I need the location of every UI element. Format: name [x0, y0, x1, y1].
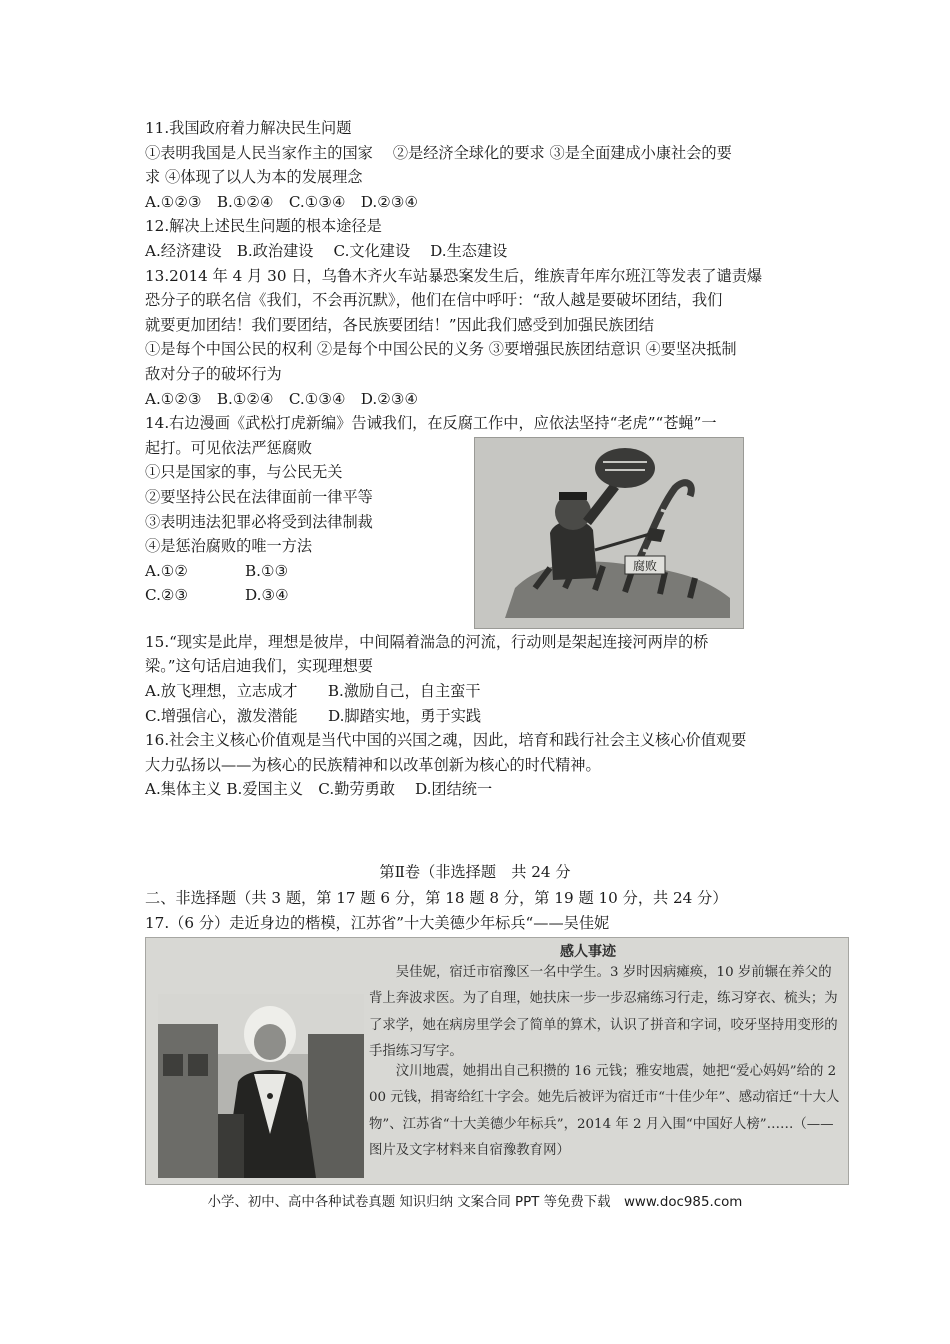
q13-line3: 就要更加团结！我们要团结，各民族要团结！”因此我们感受到加强民族团结 [145, 315, 654, 334]
footer-note: 小学、初中、高中各种试卷真题 知识归纳 文案合同 PPT 等免费下载 www.doc985.com [207, 1195, 743, 1210]
q11-options-line1: ①表明我国是人民当家作主的国家 ②是经济全球化的要求 ③是全面建成小康社会的要 [145, 143, 732, 162]
q13-options-line1: ①是每个中国公民的权利 ②是每个中国公民的义务 ③要增强民族团结意识 ④要坚决抵制 [145, 340, 737, 359]
q17-stem: 17.（6 分）走近身边的楷模，江苏省”十大美德少年标兵“——吴佳妮 [145, 914, 610, 932]
q13-line2: 恐分子的联名信《我们，不会再沉默》，他们在信中呼吁：“敌人越是要破坏团结，我们 [145, 291, 723, 310]
q14-option2: ②要坚持公民在法律面前一律平等 [145, 487, 373, 506]
q14-choice-c: C.②③ [145, 586, 189, 605]
q14-option3: ③表明违法犯罪必将受到法律制裁 [145, 512, 373, 531]
story-paragraph-1: 吴佳妮，宿迁市宿豫区一名中学生。3 岁时因病瘫痪，10 岁前辗在养父的背上奔波求医。为了自理，她扶床一步一步忍痛练习行走，练习穿衣、梳头；为了求学，她在病房里学会了简单的算术，认识了拼音和字词，咬牙坚持用变形的手指练习写字。 [369, 965, 838, 1059]
q15-line1: 15.“现实是此岸，理想是彼岸，中间隔着湍急的河流，行动则是架起连接河两岸的桥 [145, 632, 709, 651]
q14-choice-d: D.③④ [245, 586, 289, 605]
q16-choices: A.集体主义 B.爱国主义 C.勤劳勇敢 D.团结统一 [145, 780, 493, 799]
story-title: 感人事迹 [560, 944, 616, 960]
q14-option1: ①只是国家的事，与公民无关 [145, 463, 343, 482]
cartoon-label: 腐败 [632, 559, 658, 573]
q16-line1: 16.社会主义核心价值观是当代中国的兴国之魂，因此，培育和践行社会主义核心价值观要 [145, 731, 747, 750]
q15-line2: 梁。”这句话启迪我们，实现理想要 [145, 657, 373, 676]
q11-stem: 11.我国政府着力解决民生问题 [145, 119, 352, 137]
q13-line1: 13.2014 年 4 月 30 日，乌鲁木齐火车站暴恐案发生后，维族青年库尔班江等发表了谴责爆 [145, 266, 763, 285]
q13-options-line2: 敌对分子的破坏行为 [145, 364, 282, 383]
q15-choices2: C.增强信心，激发潜能 D.脚踏实地，勇于实践 [145, 706, 482, 725]
q15-choices1: A.放飞理想，立志成才 B.激励自己，自主蛮干 [145, 682, 481, 701]
cartoon-drawing [475, 438, 743, 628]
q14-choice-a: A.①② [145, 561, 189, 580]
q11-options-line2: 求 ④体现了以人为本的发展理念 [145, 168, 363, 187]
q13-choices: A.①②③ B.①②④ C.①③④ D.②③④ [145, 389, 419, 408]
section-title: 第Ⅱ卷（非选择题 共 24 分 [379, 863, 571, 881]
q14-line1: 14.右边漫画《武松打虎新编》告诫我们，在反腐工作中，应依法坚持“老虎”“苍蝇”一 [145, 414, 717, 433]
q12-choices: A.经济建设 B.政治建设 C.文化建设 D.生态建设 [145, 241, 508, 260]
q14-choice-b: B.①③ [245, 561, 289, 580]
q12-stem: 12.解决上述民生问题的根本途径是 [145, 217, 382, 236]
story-paragraph-2: 汶川地震，她捐出自己积攒的 16 元钱；雅安地震，她把“爱心妈妈”给的 200 元钱，捐寄给红十字会。她先后被评为宿迁市“十佳少年”、感动宿迁“十大人物”、江苏省“十大美德少年标兵”，2014 年 2 月入围“中国好人榜”……（——图片及文字材料来自宿豫教育网） [369, 1064, 840, 1158]
q14-line2: 起打。可见依法严惩腐败 [145, 438, 313, 457]
q14-option4: ④是惩治腐败的唯一方法 [145, 537, 313, 556]
section-intro: 二、非选择题（共 3 题，第 17 题 6 分，第 18 题 8 分，第 19 题 10 分，共 24 分） [145, 889, 728, 907]
q16-line2: 大力弘扬以——为核心的民族精神和以改革创新为核心的时代精神。 [145, 755, 601, 774]
girl-photo-drawing [158, 994, 364, 1178]
story-photo [158, 994, 364, 1178]
cartoon-image [474, 437, 744, 629]
q11-choices: A.①②③ B.①②④ C.①③④ D.②③④ [145, 192, 419, 211]
